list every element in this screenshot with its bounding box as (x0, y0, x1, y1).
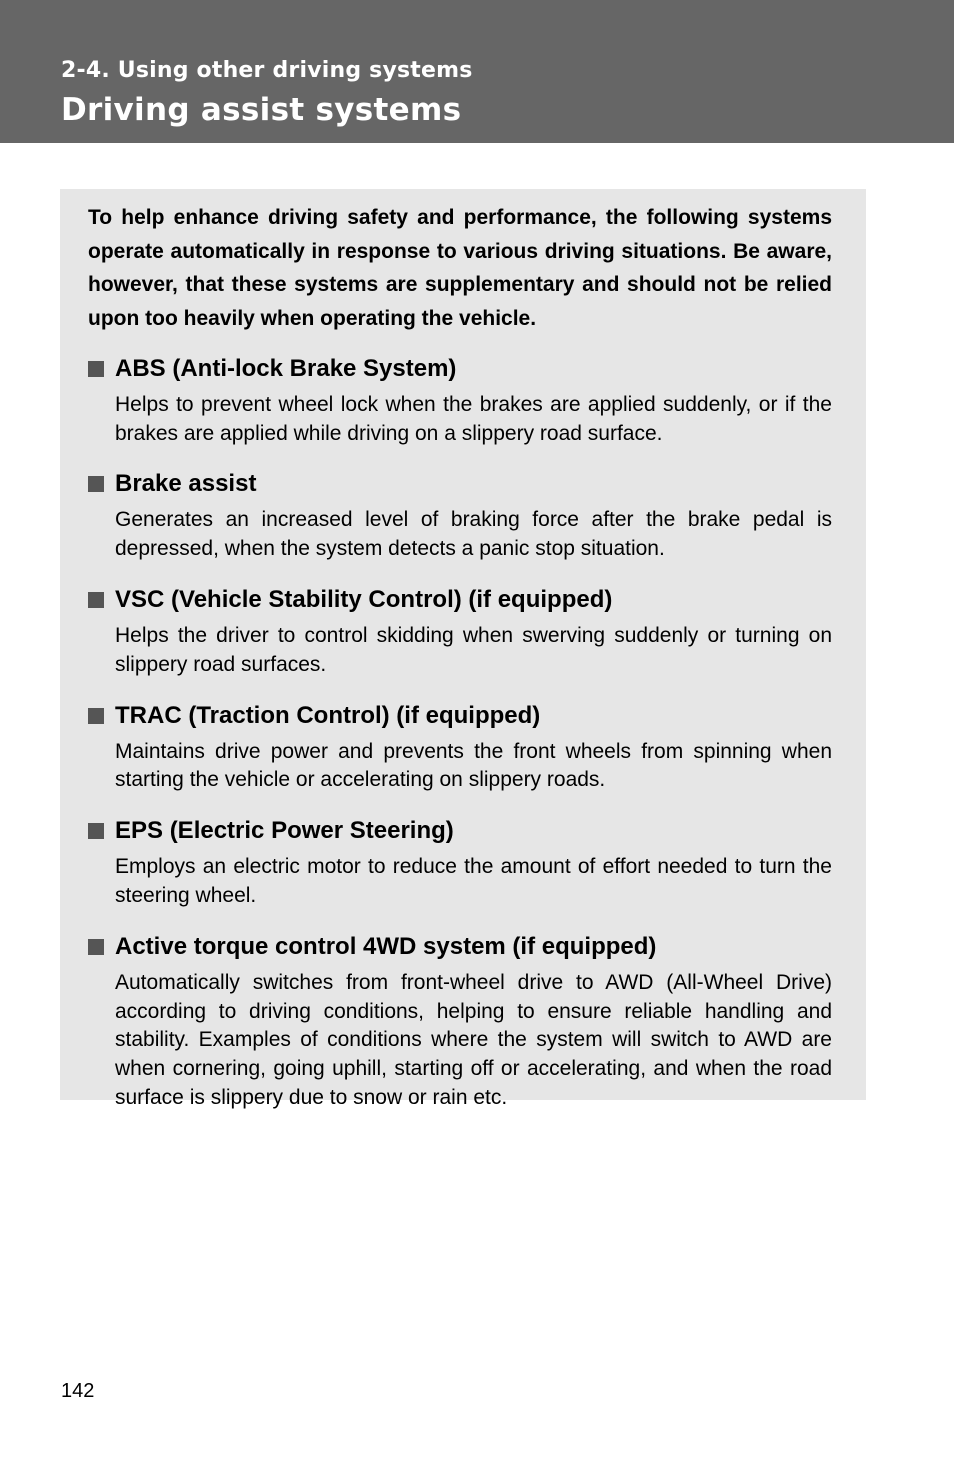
item-description: Generates an increased level of braking force after the brake pedal is depressed, when the system detects a panic stop situation. (115, 508, 832, 561)
item-trac (88, 701, 832, 796)
item-title-text: Active torque control 4WD system (if equipped) (115, 932, 657, 960)
item-description: Helps the driver to control skidding when swerving suddenly or turning on slippery road surfaces. (115, 624, 832, 676)
item-description: Maintains drive power and prevents the front wheels from spinning when starting the vehicle or accelerating on slippery roads. (115, 739, 832, 792)
item-title (88, 932, 832, 962)
page-number: 142 (61, 1380, 95, 1402)
square-bullet-icon (88, 708, 104, 724)
item-eps (88, 816, 832, 911)
item-title-text: EPS (Electric Power Steering) (115, 817, 454, 845)
item-title (88, 469, 832, 499)
item-title (88, 816, 832, 846)
item-title-text: VSC (Vehicle Stability Control) (if equipped) (115, 586, 613, 613)
item-title-text: TRAC (Traction Control) (if equipped) (115, 701, 541, 729)
page-title: Driving assist systems (61, 92, 462, 128)
item-abs (88, 354, 832, 449)
item-title (88, 701, 832, 731)
square-bullet-icon (88, 361, 104, 377)
item-title-text: Brake assist (115, 470, 257, 498)
square-bullet-icon (88, 823, 104, 839)
item-description: Automatically switches from front-wheel drive to AWD (All-Wheel Drive) according to driving conditions, helping to ensure reliable handling and stability. Examples of conditions where the system will switch to AWD are when cornering, going uphill, starting off or accelerating, and when the road surface is slippery due to snow or rain etc. (115, 970, 832, 1109)
item-brake-assist (88, 469, 832, 564)
square-bullet-icon (88, 592, 104, 608)
item-active-torque-4wd (88, 932, 832, 1113)
item-title-text: ABS (Anti-lock Brake System) (115, 354, 457, 382)
item-title (88, 585, 832, 615)
intro-text: To help enhance driving safety and performance, the following systems operate automatically in response to various driving situations. Be aware, however, that these systems are supplementary and should not be relied upon too heavily when operating the vehicle. (88, 206, 832, 331)
item-title (88, 354, 832, 384)
square-bullet-icon (88, 476, 104, 492)
info-box (60, 189, 866, 1109)
item-description: Employs an electric motor to reduce the amount of effort needed to turn the steering wheel. (115, 855, 832, 907)
item-description: Helps to prevent wheel lock when the brakes are applied suddenly, or if the brakes are applied while driving on a slippery road surface. (115, 392, 832, 445)
page-header (0, 0, 954, 143)
section-label: 2-4. Using other driving systems (61, 58, 473, 83)
item-vsc (88, 585, 832, 680)
square-bullet-icon (88, 939, 104, 955)
